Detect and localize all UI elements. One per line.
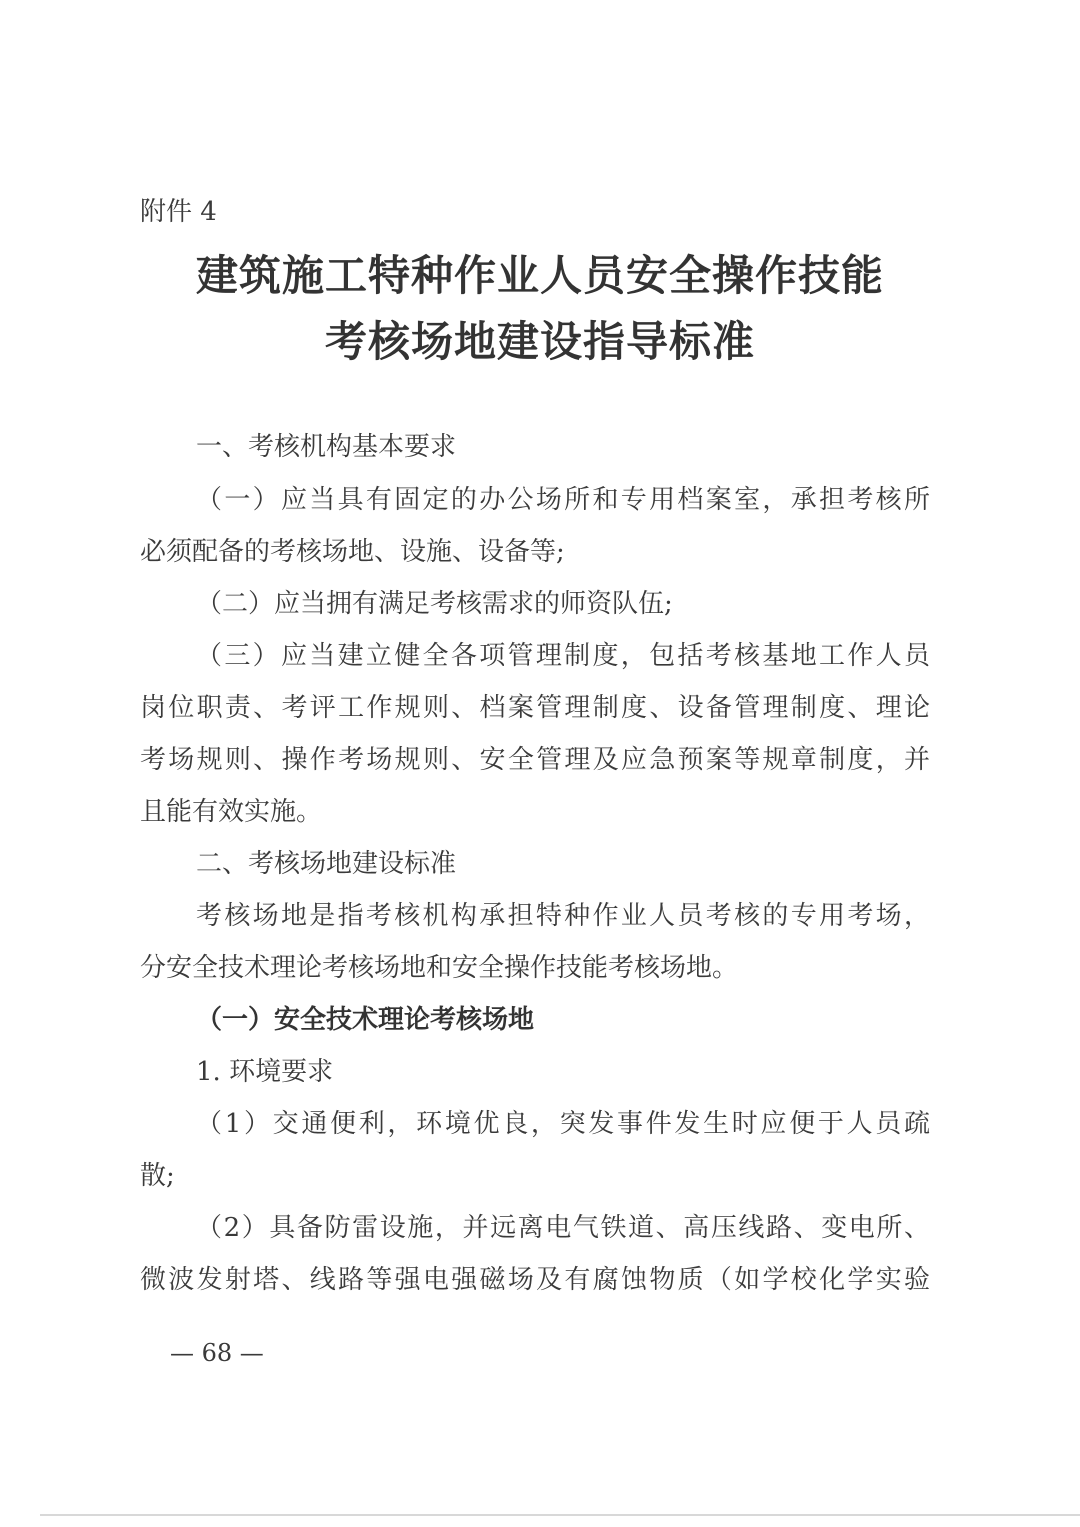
section-2-heading: 二、考核场地建设标准 <box>196 849 457 879</box>
attachment-label: 附件 4 <box>140 197 217 227</box>
subsection-1-heading: （一）安全技术理论考核场地 <box>196 1005 535 1035</box>
environment-item-1-line-2: 散; <box>140 1161 175 1191</box>
section-2-intro-line-2: 分安全技术理论考核场地和安全操作技能考核场地。 <box>140 953 739 983</box>
section-1-item-3-line-4: 且能有效实施。 <box>140 797 323 827</box>
section-1-heading: 一、考核机构基本要求 <box>196 432 457 462</box>
environment-item-1-line-1: （1）交通便利，环境优良，突发事件发生时应便于人员疏 <box>196 1109 930 1139</box>
section-1-item-1-line-1: （一）应当具有固定的办公场所和专用档案室，承担考核所 <box>196 485 930 515</box>
section-1-item-3-line-1: （三）应当建立健全各项管理制度，包括考核基地工作人员 <box>196 641 930 671</box>
document-title-line-2: 考核场地建设指导标准 <box>324 317 755 366</box>
page-number: — 68 — <box>170 1339 264 1367</box>
bottom-divider <box>40 1514 1080 1516</box>
section-2-intro-line-1: 考核场地是指考核机构承担特种作业人员考核的专用考场， <box>196 901 930 931</box>
environment-requirements-heading: 1. 环境要求 <box>196 1057 334 1087</box>
environment-item-2-line-1: （2）具备防雷设施，并远离电气铁道、高压线路、变电所、 <box>196 1213 930 1243</box>
section-1-item-1-line-2: 必须配备的考核场地、设施、设备等; <box>140 537 565 567</box>
section-1-item-3-line-2: 岗位职责、考评工作规则、档案管理制度、设备管理制度、理论 <box>140 693 930 723</box>
environment-item-2-line-2: 微波发射塔、线路等强电强磁场及有腐蚀物质（如学校化学实验 <box>140 1265 930 1295</box>
section-1-item-2: （二）应当拥有满足考核需求的师资队伍; <box>196 589 673 619</box>
section-1-item-3-line-3: 考场规则、操作考场规则、安全管理及应急预案等规章制度，并 <box>140 745 930 775</box>
document-title-line-1: 建筑施工特种作业人员安全操作技能 <box>195 251 884 300</box>
